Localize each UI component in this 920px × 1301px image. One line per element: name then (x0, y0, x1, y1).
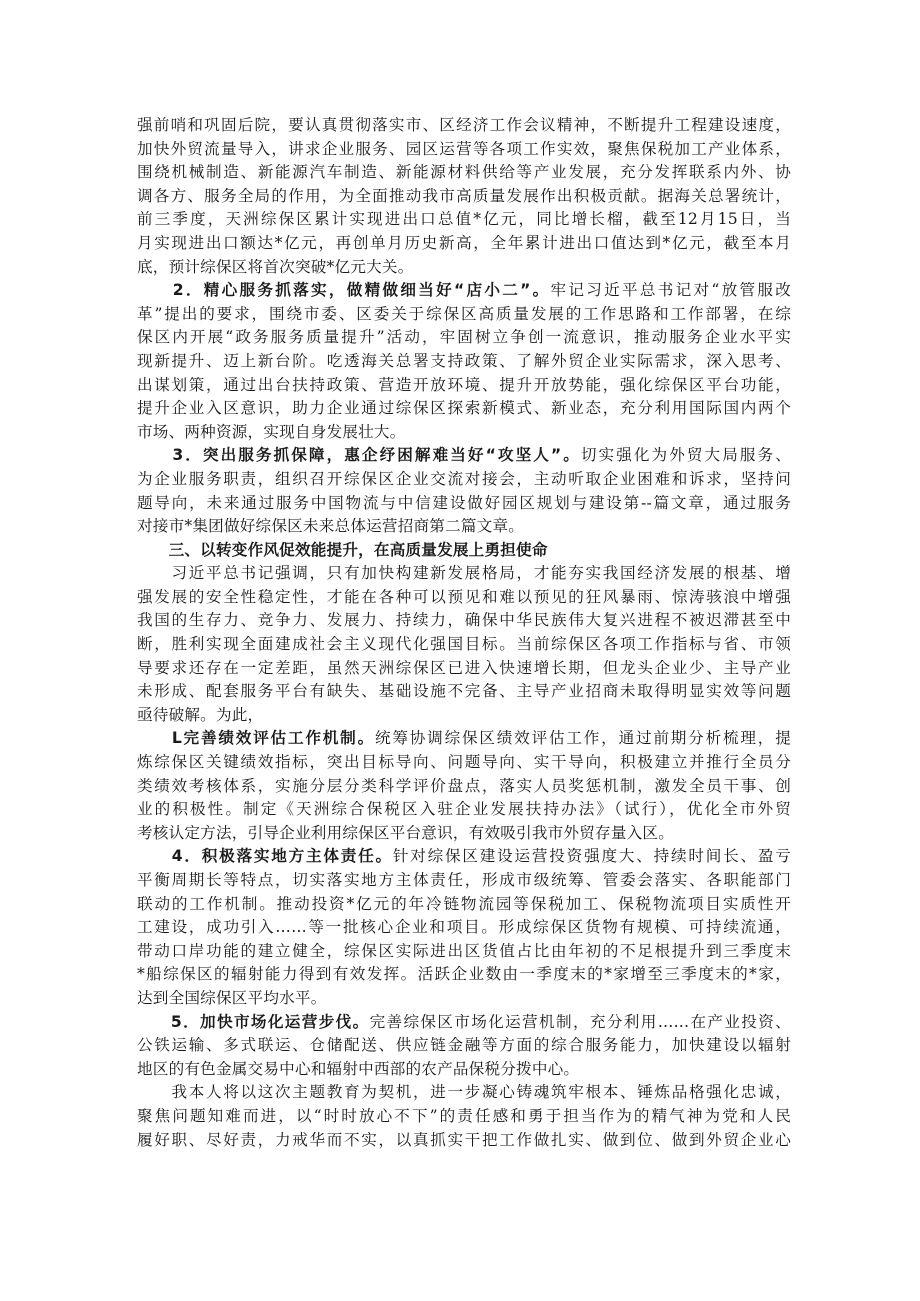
line-text: 前三季度，天洲综保区累计实现进出口总值*亿元，同比增长榴，截至12月15日，当 (137, 210, 791, 229)
text-line (137, 326, 791, 350)
line-text: 强前哨和巩固后院，要认真贯彻落实市、区经济工作会议精神，不断提升工程建设速度， (137, 116, 791, 134)
line-text: 现新提升、迈上新台阶。吃透海关总署支持政策、了解外贸企业实际需求，深入思考、 (137, 351, 791, 370)
text-line (137, 751, 791, 775)
text-line (137, 798, 791, 822)
line-text: 联动的工作机制。推动投资*亿元的年冷链物流园等保税加工、保税物流项目实质性开 (137, 894, 791, 913)
text-line (137, 893, 791, 917)
text-line (137, 208, 791, 232)
text-line (137, 775, 791, 799)
text-line (137, 727, 791, 751)
text-line (137, 1034, 791, 1058)
line-text: 市场、两种资源，实现自身发展壮大。 (137, 422, 406, 441)
line-text: *船综保区的辐射能力得到有效发挥。活跃企业数由一季度末的*家增至三季度末的*家， (137, 965, 791, 984)
item-title: 2．精心服务抓落实，做精做细当好“店小二”。 (172, 281, 551, 300)
line-text: 针对综保区建设运营投资强度大、持续时间长、盈亏 (392, 847, 791, 866)
line-text: 聚焦问题知难而进，以“时时放心不下”的责任感和勇于担当作为的精气神为党和人民 (137, 1106, 791, 1125)
line-text: 围绕机械制造、新能源汽车制造、新能源材料供给等产业发展，充分发挥联系内外、协 (137, 163, 791, 182)
line-text: 类绩效考核体系，实施分层分类科学评价盘点，落实人员奖惩机制，激发全员干事、创 (137, 776, 791, 795)
line-text: 切实强化为外贸大局服务、 (580, 446, 791, 465)
text-line (137, 492, 791, 516)
indent (137, 564, 172, 582)
line-text: 地区的有色金属交易中心和辐射中西部的农产品保税分拨中心。 (137, 1059, 580, 1078)
text-line (137, 1011, 791, 1035)
indent (137, 847, 172, 865)
item-title: 5．加快市场化运营步伐。 (170, 1012, 370, 1031)
item-title: 4．积极落实地方主体责任。 (171, 847, 393, 866)
line-text: 加快外贸流量导入，讲求企业服务、园区运营等各项工作实效，聚焦保税加工产业体系， (137, 139, 791, 158)
text-line (137, 232, 791, 256)
text-line (137, 350, 791, 374)
line-text: 题导向，未来通过服务中国物流与中信建设做好园区规划与建设第--篇文章，通过服务 (137, 493, 791, 512)
indent (137, 729, 172, 747)
line-text: 统筹协调综保区绩效评估工作，通过前期分析梳理，提 (374, 729, 791, 748)
line-text: 我国的生存力、竞争力、发展力、持续力，确保中华民族伟大复兴进程不被迟滞甚至中 (137, 611, 791, 630)
line-text: 炼综保区关键绩效指标，突出目标导向、问题导向、实干导向，积极建立并推行全员分 (137, 753, 791, 772)
indent (137, 1083, 172, 1101)
line-text: 带动口岸功能的建立健全，综保区实际进出区货值占比由年初的不足根提升到三季度末 (137, 941, 791, 960)
text-line (137, 1058, 791, 1082)
line-text: 导要求还存在一定差距，虽然天洲综保区已进入快速增长期，但龙头企业少、主导产业 (137, 658, 791, 677)
text-line (137, 279, 791, 303)
line-text: 底，预计综保区将首次突破*亿元大关。 (137, 257, 414, 276)
text-line (137, 303, 791, 327)
text-line (137, 609, 791, 633)
line-text: 平衡周期长等特点，切实落实地方主体责任，形成市级统筹、管委会落实、各职能部门 (137, 871, 791, 889)
line-text: 履好职、尽好责，力戒华而不实，以真抓实干把工作做扎实、做到位、做到外贸企业心 (137, 1130, 791, 1149)
text-line (137, 869, 791, 893)
line-text: 达到全国综保区平均水平。 (137, 988, 327, 1007)
text-line (137, 680, 791, 704)
text-line (137, 657, 791, 681)
text-line (137, 916, 791, 940)
line-text: 对接市*集团做好综保区未来总体运营招商第二篇文章。 (137, 517, 525, 536)
line-text: 革”提出的要求，围绕市委、区委关于综保区高质量发展的工作思路和工作部署，在综 (137, 304, 791, 323)
line-text: 亟待破解。为此， (137, 705, 264, 724)
text-line (137, 397, 791, 421)
text-line (137, 562, 791, 586)
text-line (137, 845, 791, 869)
text-line (137, 374, 791, 398)
line-text: 强发展的安全性稳定性，才能在各种可以预见和难以预见的狂风暴雨、惊涛骇浪中增强 (137, 587, 791, 606)
line-text: 我本人将以这次主题教育为契机，进一步凝心铸魂筑牢根本、锤炼品格强化忠诚， (171, 1083, 791, 1102)
indent (137, 541, 169, 559)
text-line (137, 987, 791, 1011)
indent (137, 281, 173, 299)
text-line (137, 421, 791, 445)
text-line (137, 822, 791, 846)
text-line (137, 633, 791, 657)
text-line (137, 161, 791, 185)
text-line (137, 444, 791, 468)
text-line (137, 1129, 791, 1153)
text-line (137, 1105, 791, 1129)
indent (137, 446, 172, 464)
line-text: 调各方、服务全局的作用，为全面推动我市高质量发展作出积极贡献。据海关总署统计， (137, 186, 791, 205)
line-text: 工建设，成功引入……等一批核心企业和项目。形成综保区货物有规模、可持续流通， (137, 918, 791, 937)
item-title: 3．突出服务抓保障，惠企纾困解难当好“攻坚人”。 (172, 446, 581, 465)
heading-text: 三、以转变作风促效能提升，在高质量发展上勇担使命 (168, 540, 548, 559)
line-text: 保区内开展“政务服务质量提升”活动，牢固树立争创一流意识，推动服务企业水平实 (137, 328, 791, 347)
text-line (137, 586, 791, 610)
text-line (137, 1081, 791, 1105)
line-text: 未形成、配套服务平台有缺失、基础设施不完备、主导产业招商未取得明显实效等问题 (137, 682, 791, 701)
text-line (137, 468, 791, 492)
line-text: 提升企业入区意识，助力企业通过综保区探索新模式、新业态，充分利用国际国内两个 (137, 399, 791, 418)
text-line (137, 940, 791, 964)
line-text: 断，胜利实现全面建成社会主义现代化强国目标。当前综保区各项工作指标与省、市领 (137, 635, 791, 654)
document-page (137, 114, 791, 1152)
text-line (137, 114, 791, 138)
line-text: 考核认定方法，引导企业利用综保区平台意识，有效吸引我市外贸存量入区。 (137, 823, 674, 842)
text-line (137, 515, 791, 539)
text-line (137, 963, 791, 987)
line-text: 习近平总书记强调，只有加快构建新发展格局，才能夯实我国经济发展的根基、增 (171, 564, 791, 583)
line-text: 牢记习近平总书记对“放管服改 (550, 281, 791, 300)
indent (137, 1013, 171, 1031)
text-line (137, 185, 791, 209)
line-text: 公铁运输、多式联运、仓储配送、供应链金融等方面的综合服务能力，加快建设以辐射 (137, 1036, 791, 1055)
text-line (137, 256, 791, 280)
section-heading (137, 539, 791, 563)
line-text: 为企业服务职责，组织召开综保区企业交流对接会，主动听取企业困难和诉求，坚持问 (137, 469, 791, 488)
item-title: L完善绩效评估工作机制。 (171, 729, 375, 748)
line-text: 完善综保区市场化运营机制，充分利用……在产业投资、 (369, 1012, 791, 1031)
line-text: 出谋划策，通过出台扶持政策、营造开放环境、提升开放势能，强化综保区平台功能， (137, 375, 791, 394)
line-text: 月实现进出口额达*亿元，再创单月历史新高，全年累计进出口值达到*亿元，截至本月 (137, 233, 791, 252)
text-line (137, 704, 791, 728)
line-text: 业的积极性。制定《天洲综合保税区入驻企业发展扶持办法》（试行），优化全市外贸 (137, 800, 791, 819)
text-line (137, 138, 791, 162)
